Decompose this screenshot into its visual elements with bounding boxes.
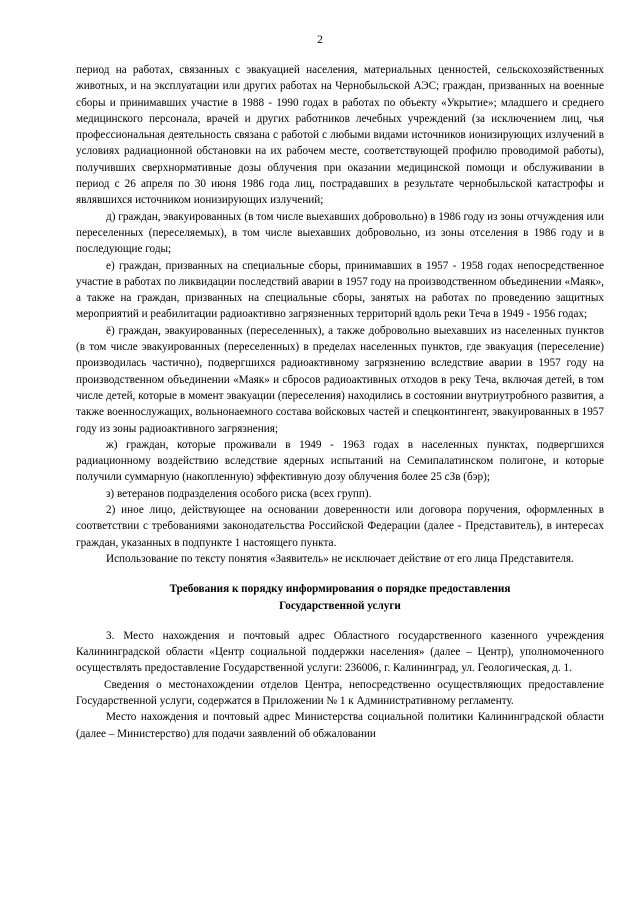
- paragraph-usage-note: Использование по тексту понятия «Заявитель» не исключает действие от его лица Представителя.: [106, 552, 574, 565]
- paragraph-item-yo: ё) граждан, эвакуированных (переселенных), а также добровольно выехавших из населенных пунктов (в том числе эвакуированных (переселенных) в пределах населенных пунктов, где эвакуация (переселение) производилась частично), подвергшихся радиоактивному загрязнению вследствие аварии в 1957 году на производственном объединении «Маяк» и сбросов радиоактивных отходов в реку Теча, включая детей, в том числе детей, которые в момент эвакуации (переселения) находились в состоянии внутриутробного развития, а также военнослужащих, вольнонаемного состава войсковых частей и спецконтингент, эвакуированных в 1957 году из зоны радиоактивного загрязнения;: [76, 324, 604, 435]
- paragraph-departments: Сведения о местонахождении отделов Центра, непосредственно осуществляющих предоставление Государственной услуги, содержатся в Приложении № 1 к Административному регламенту.: [76, 678, 604, 707]
- paragraph-item-zh: ж) граждан, которые проживали в 1949 - 1963 годах в населенных пунктах, подвергшихся радиационному воздействию вследствие ядерных испытаний на Семипалатинском полигоне, и которые получили суммарную (накопленную) эффективную дозу облучения более 25 сЗв (бэр);: [76, 438, 604, 484]
- section-heading-line-1: Требования к порядку информирования о порядке предоставления: [169, 583, 511, 596]
- paragraph-ministry-address: Место нахождения и почтовый адрес Министерства социальной политики Калининградской области (далее – Министерство) для подачи заявлений об обжаловании: [76, 711, 604, 740]
- paragraph-item-2: 2) иное лицо, действующее на основании доверенности или договора поручения, оформленных в соответствии с требованиями законодательства Российской Федерации (далее - Представитель), в интересах граждан, указанных в подпункте 1 настоящего пункта.: [76, 504, 604, 549]
- paragraph-item-d: д) граждан, эвакуированных (в том числе выехавших добровольно) в 1986 году из зоны отчуждения или переселенных (переселяемых), в том числе выехавших добровольно, из зоны отселения в 1986 году и в последующие годы;: [76, 210, 604, 256]
- section-heading: [76, 581, 604, 614]
- section-heading-line-2: Государственной услуги: [279, 599, 401, 612]
- paragraph-item-3: 3. Место нахождения и почтовый адрес Областного государственного казенного учреждения Калининградской области «Центр социальной поддержки населения» (далее – Центр), уполномоченного осуществлять предоставление Государственной услуги: 236006, г. Калининград, ул. Геологическая, д. 1.: [76, 629, 604, 675]
- paragraph-item-e: е) граждан, призванных на специальные сборы, принимавших в 1957 - 1958 годах непосредственное участие в работах по ликвидации последствий аварии в 1957 году на производственном объединении «Маяк», а также на граждан, призванных на специальные сборы, занятых на работах по проведению защитных мероприятий и реабилитации радиоактивно загрязненных территорий вдоль реки Теча в 1949 - 1956 годах;: [76, 259, 604, 321]
- document-body: [76, 62, 604, 742]
- page-number: 2: [317, 34, 323, 46]
- paragraph-item-z: з) ветеранов подразделения особого риска (всех групп).: [106, 487, 372, 500]
- paragraph-continuation: период на работах, связанных с эвакуацией населения, материальных ценностей, сельскохозяйственных животных, и на эксплуатации или других работах на Чернобыльской АЭС; граждан, призванных на военные сборы и принимавших участие в 1988 - 1990 годах в работах по объекту «Укрытие»; младшего и среднего медицинского персонала, врачей и других работников лечебных учреждений (за исключением лиц, чья профессиональная деятельность связана с работой с любыми видами источников ионизирующих излучений в условиях радиационной обстановки на их рабочем месте, соответствующей профилю проводимой работы), получивших сверхнормативные дозы облучения при оказании медицинской помощи и обслуживании в период с 26 апреля по 30 июня 1986 года лиц, пострадавших в результате чернобыльской катастрофы и являвшихся источником ионизирующих излучений;: [76, 64, 604, 207]
